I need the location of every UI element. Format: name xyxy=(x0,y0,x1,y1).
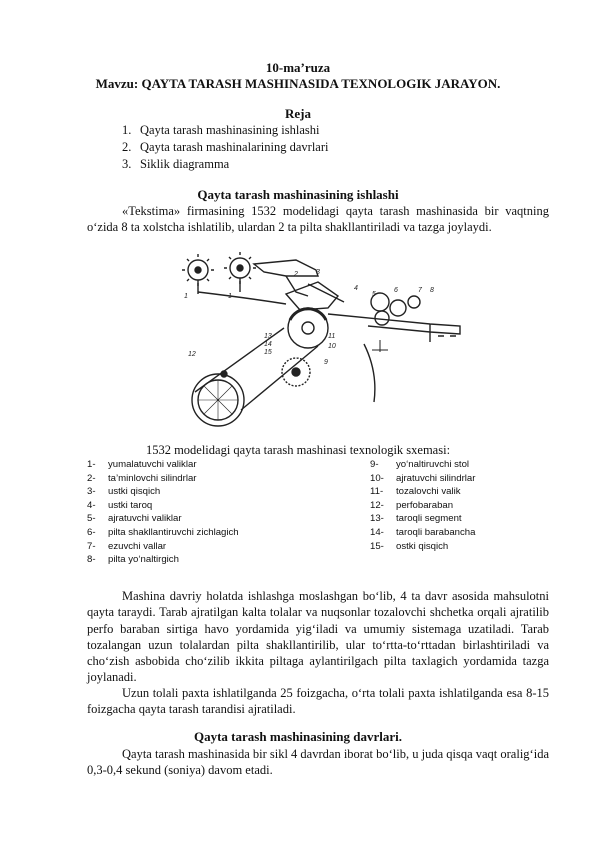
legend-item: 8- pilta yo‘naltirgich xyxy=(87,554,179,566)
callout-13: 13 xyxy=(264,333,272,340)
callout-3: 3 xyxy=(316,269,320,276)
legend-item: 1- yumalatuvchi valiklar xyxy=(87,459,197,470)
callout-9: 9 xyxy=(324,359,328,366)
section1-intro: «Tekstima» firmasining 1532 modelidagi qayta tarash mashinasida bir vaqtning o‘zida 8 ta xolstcha ishlatilib, ulardan 2 ta pilta shakllantiriladi va tazga joylaydi. xyxy=(87,204,549,235)
legend-item: 6- pilta shakllantiruvchi zichlagich xyxy=(87,526,239,538)
section2-paragraph-1: Qayta tarash mashinasida bir sikl 4 davrdan iborat bo‘lib, u juda qisqa vaqt oralig‘ida 0,3-0,4 sekund (soniya) davom etadi. xyxy=(87,747,549,778)
callout-1a: 1 xyxy=(184,293,188,300)
callout-5: 5 xyxy=(372,291,376,298)
legend-item: 7- ezuvchi vallar xyxy=(87,540,167,552)
callout-8: 8 xyxy=(430,287,434,294)
callout-7: 7 xyxy=(418,287,422,294)
plan-list xyxy=(122,122,328,173)
callout-10: 10 xyxy=(328,343,336,350)
legend-item: 3- ustki qisqich xyxy=(87,486,161,498)
plan-item: 3. Siklik diagramma xyxy=(122,157,230,171)
legend-item: 5- ajratuvchi valiklar xyxy=(87,513,182,525)
figure-caption: 1532 modelidagi qayta tarash mashinasi texnologik sxemasi: xyxy=(145,443,451,457)
callout-14: 14 xyxy=(264,341,272,348)
legend-item: 2- ta’minlovchi silindrlar xyxy=(87,472,197,484)
legend-item: 13- taroqli segment xyxy=(370,513,462,525)
legend-item: 10- ajratuvchi silindrlar xyxy=(370,472,476,484)
section2-heading: Qayta tarash mashinasining davrlari. xyxy=(193,729,403,744)
legend-item: 12- perfobaraban xyxy=(370,499,454,511)
callout-12: 12 xyxy=(188,351,196,358)
callout-11: 11 xyxy=(328,333,336,340)
legend-left xyxy=(87,458,239,567)
lecture-topic: Mavzu: QAYTA TARASH MASHINASIDA TEXNOLOGIK JARAYON. xyxy=(95,76,501,91)
lecture-number: 10-ma’ruza xyxy=(265,60,331,75)
callout-2: 2 xyxy=(294,271,298,278)
legend-item: 9- yo‘naltiruvchi stol xyxy=(370,459,470,470)
callout-6: 6 xyxy=(394,287,398,294)
section1-heading: Qayta tarash mashinasining ishlashi xyxy=(197,187,399,202)
legend-item: 4- ustki taroq xyxy=(87,499,153,511)
legend-right xyxy=(370,458,475,553)
callout-1b: 1 xyxy=(228,293,232,300)
plan-item: 2. Qayta tarash mashinalarining davrlari xyxy=(122,140,329,154)
section1-paragraph-1: Mashina davriy holatda ishlashga moslashgan bo‘lib, 4 ta davr asosida mahsulotni qayta taraydi. Tarab ajratilgan kalta tolalar va nuqsonlar tozalovchi shchetka orqali ajratilib perfo baraban sirtiga havo yordamida yig‘iladi va umumiy sistemaga uzatiladi. Tarab tozalangan uzun tolalardan pilta shakllantirilib, ular to‘rtta-to‘rttadan birlashtiriladi va cho‘zish asbobida cho‘zilib ikkita piltaga aylantirilgach pilta taxlagich yordamida tazga joylanadi. xyxy=(87,589,549,685)
legend-item: 11- tozalovchi valik xyxy=(370,486,461,498)
legend-item: 14- taroqli barabancha xyxy=(370,526,476,538)
plan-item: 1. Qayta tarash mashinasining ishlashi xyxy=(122,123,320,137)
section1-paragraph-2: Uzun tolali paxta ishlatilganda 25 foizgacha, o‘rta tolali paxta ishlatilganda esa 8-15 foizgacha qayta tarash tarandisi ajratiladi. xyxy=(87,686,549,717)
callout-15: 15 xyxy=(264,349,272,356)
comber-scheme-figure xyxy=(168,252,464,432)
legend-item: 15- ostki qisqich xyxy=(370,540,449,552)
plan-heading: Reja xyxy=(285,106,311,121)
callout-4: 4 xyxy=(354,285,358,292)
